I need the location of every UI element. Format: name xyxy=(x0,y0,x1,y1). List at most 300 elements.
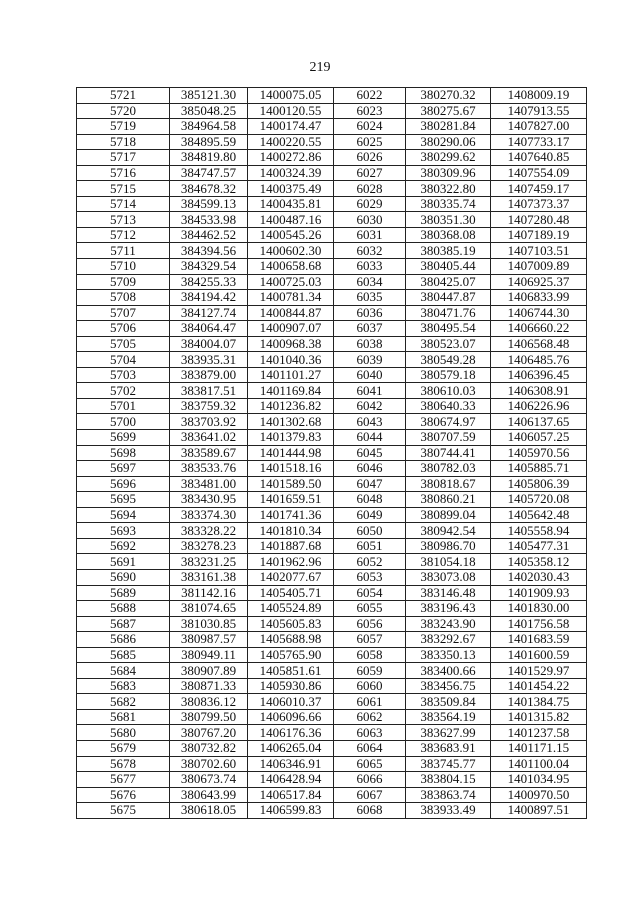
point-id-left: 5677 xyxy=(77,772,170,788)
point-id-right: 6066 xyxy=(334,772,406,788)
y-coordinate-left: 1406346.91 xyxy=(248,756,334,772)
x-coordinate-left: 380643.99 xyxy=(170,787,248,803)
y-coordinate-right: 1407009.89 xyxy=(491,259,587,275)
x-coordinate-right: 380471.76 xyxy=(406,305,491,321)
x-coordinate-right: 383804.15 xyxy=(406,772,491,788)
y-coordinate-left: 1402077.67 xyxy=(248,569,334,585)
x-coordinate-left: 381074.65 xyxy=(170,601,248,617)
x-coordinate-left: 384127.74 xyxy=(170,305,248,321)
x-coordinate-left: 380987.57 xyxy=(170,632,248,648)
x-coordinate-left: 384819.80 xyxy=(170,150,248,166)
x-coordinate-left: 383935.31 xyxy=(170,352,248,368)
x-coordinate-right: 380549.28 xyxy=(406,352,491,368)
y-coordinate-left: 1400545.26 xyxy=(248,227,334,243)
x-coordinate-left: 380767.20 xyxy=(170,725,248,741)
table-row xyxy=(77,694,587,710)
y-coordinate-right: 1401034.95 xyxy=(491,772,587,788)
y-coordinate-right: 1405720.08 xyxy=(491,492,587,508)
y-coordinate-right: 1401683.59 xyxy=(491,632,587,648)
x-coordinate-right: 383400.66 xyxy=(406,663,491,679)
table-row xyxy=(77,321,587,337)
y-coordinate-left: 1406265.04 xyxy=(248,740,334,756)
point-id-right: 6052 xyxy=(334,554,406,570)
point-id-left: 5695 xyxy=(77,492,170,508)
y-coordinate-right: 1407280.48 xyxy=(491,212,587,228)
x-coordinate-right: 380942.54 xyxy=(406,523,491,539)
x-coordinate-right: 380385.19 xyxy=(406,243,491,259)
point-id-right: 6031 xyxy=(334,227,406,243)
point-id-right: 6025 xyxy=(334,134,406,150)
table-row xyxy=(77,740,587,756)
x-coordinate-left: 384394.56 xyxy=(170,243,248,259)
x-coordinate-right: 383683.91 xyxy=(406,740,491,756)
point-id-right: 6030 xyxy=(334,212,406,228)
y-coordinate-right: 1401600.59 xyxy=(491,647,587,663)
point-id-left: 5701 xyxy=(77,398,170,414)
x-coordinate-left: 383430.95 xyxy=(170,492,248,508)
y-coordinate-left: 1401302.68 xyxy=(248,414,334,430)
y-coordinate-left: 1405605.83 xyxy=(248,616,334,632)
y-coordinate-left: 1401741.36 xyxy=(248,507,334,523)
y-coordinate-left: 1400075.05 xyxy=(248,88,334,104)
point-id-left: 5710 xyxy=(77,259,170,275)
y-coordinate-right: 1407640.85 xyxy=(491,150,587,166)
y-coordinate-right: 1407733.17 xyxy=(491,134,587,150)
x-coordinate-left: 380907.89 xyxy=(170,663,248,679)
table-row xyxy=(77,367,587,383)
y-coordinate-left: 1400907.07 xyxy=(248,321,334,337)
point-id-left: 5708 xyxy=(77,290,170,306)
point-id-left: 5694 xyxy=(77,507,170,523)
x-coordinate-right: 380707.59 xyxy=(406,430,491,446)
y-coordinate-left: 1406176.36 xyxy=(248,725,334,741)
point-id-right: 6038 xyxy=(334,336,406,352)
x-coordinate-left: 380799.50 xyxy=(170,709,248,725)
table-row xyxy=(77,647,587,663)
point-id-left: 5707 xyxy=(77,305,170,321)
x-coordinate-right: 380640.33 xyxy=(406,398,491,414)
point-id-right: 6067 xyxy=(334,787,406,803)
x-coordinate-right: 383564.19 xyxy=(406,709,491,725)
table-row xyxy=(77,181,587,197)
table-row xyxy=(77,725,587,741)
point-id-right: 6061 xyxy=(334,694,406,710)
x-coordinate-right: 380818.67 xyxy=(406,476,491,492)
x-coordinate-right: 380290.06 xyxy=(406,134,491,150)
y-coordinate-right: 1400897.51 xyxy=(491,803,587,819)
x-coordinate-left: 384964.58 xyxy=(170,119,248,135)
x-coordinate-right: 380335.74 xyxy=(406,196,491,212)
table-row xyxy=(77,492,587,508)
point-id-right: 6033 xyxy=(334,259,406,275)
y-coordinate-left: 1405524.89 xyxy=(248,601,334,617)
point-id-right: 6042 xyxy=(334,398,406,414)
y-coordinate-right: 1406057.25 xyxy=(491,430,587,446)
point-id-left: 5683 xyxy=(77,678,170,694)
point-id-right: 6023 xyxy=(334,103,406,119)
point-id-left: 5676 xyxy=(77,787,170,803)
point-id-left: 5719 xyxy=(77,119,170,135)
y-coordinate-right: 1401830.00 xyxy=(491,601,587,617)
table-row xyxy=(77,803,587,819)
y-coordinate-right: 1407554.09 xyxy=(491,165,587,181)
x-coordinate-left: 383703.92 xyxy=(170,414,248,430)
point-id-right: 6039 xyxy=(334,352,406,368)
y-coordinate-right: 1401384.75 xyxy=(491,694,587,710)
y-coordinate-right: 1406744.30 xyxy=(491,305,587,321)
point-id-left: 5682 xyxy=(77,694,170,710)
table-row xyxy=(77,196,587,212)
table-row xyxy=(77,134,587,150)
y-coordinate-left: 1406599.83 xyxy=(248,803,334,819)
y-coordinate-left: 1401589.50 xyxy=(248,476,334,492)
table-row xyxy=(77,507,587,523)
y-coordinate-right: 1406308.91 xyxy=(491,383,587,399)
x-coordinate-left: 384064.47 xyxy=(170,321,248,337)
x-coordinate-left: 380871.33 xyxy=(170,678,248,694)
table-row xyxy=(77,352,587,368)
x-coordinate-left: 383759.32 xyxy=(170,398,248,414)
x-coordinate-left: 384194.42 xyxy=(170,290,248,306)
table-row xyxy=(77,150,587,166)
table-row xyxy=(77,709,587,725)
page-number: 219 xyxy=(309,60,331,75)
table-row xyxy=(77,430,587,446)
x-coordinate-right: 380270.32 xyxy=(406,88,491,104)
point-id-left: 5716 xyxy=(77,165,170,181)
point-id-left: 5709 xyxy=(77,274,170,290)
y-coordinate-left: 1400435.81 xyxy=(248,196,334,212)
point-id-left: 5711 xyxy=(77,243,170,259)
x-coordinate-right: 380986.70 xyxy=(406,538,491,554)
x-coordinate-right: 383196.43 xyxy=(406,601,491,617)
table-row xyxy=(77,243,587,259)
point-id-right: 6028 xyxy=(334,181,406,197)
y-coordinate-right: 1408009.19 xyxy=(491,88,587,104)
point-id-right: 6037 xyxy=(334,321,406,337)
y-coordinate-right: 1407373.37 xyxy=(491,196,587,212)
table-row xyxy=(77,601,587,617)
x-coordinate-right: 380281.84 xyxy=(406,119,491,135)
x-coordinate-left: 383161.38 xyxy=(170,569,248,585)
y-coordinate-left: 1400658.68 xyxy=(248,259,334,275)
y-coordinate-left: 1400968.38 xyxy=(248,336,334,352)
y-coordinate-left: 1400220.55 xyxy=(248,134,334,150)
table-row xyxy=(77,336,587,352)
point-id-left: 5702 xyxy=(77,383,170,399)
x-coordinate-right: 383456.75 xyxy=(406,678,491,694)
y-coordinate-left: 1401810.34 xyxy=(248,523,334,539)
y-coordinate-right: 1401171.15 xyxy=(491,740,587,756)
point-id-left: 5680 xyxy=(77,725,170,741)
table-row xyxy=(77,305,587,321)
x-coordinate-left: 384599.13 xyxy=(170,196,248,212)
y-coordinate-left: 1406010.37 xyxy=(248,694,334,710)
y-coordinate-left: 1405765.90 xyxy=(248,647,334,663)
y-coordinate-right: 1401100.04 xyxy=(491,756,587,772)
y-coordinate-left: 1400174.47 xyxy=(248,119,334,135)
y-coordinate-right: 1401315.82 xyxy=(491,709,587,725)
x-coordinate-right: 380782.03 xyxy=(406,461,491,477)
x-coordinate-left: 383374.30 xyxy=(170,507,248,523)
x-coordinate-left: 384533.98 xyxy=(170,212,248,228)
point-id-right: 6050 xyxy=(334,523,406,539)
y-coordinate-right: 1402030.43 xyxy=(491,569,587,585)
x-coordinate-left: 381030.85 xyxy=(170,616,248,632)
x-coordinate-right: 380674.97 xyxy=(406,414,491,430)
point-id-right: 6051 xyxy=(334,538,406,554)
y-coordinate-left: 1400272.86 xyxy=(248,150,334,166)
y-coordinate-right: 1406137.65 xyxy=(491,414,587,430)
x-coordinate-right: 380275.67 xyxy=(406,103,491,119)
y-coordinate-right: 1401237.58 xyxy=(491,725,587,741)
point-id-left: 5699 xyxy=(77,430,170,446)
point-id-right: 6022 xyxy=(334,88,406,104)
point-id-left: 5697 xyxy=(77,461,170,477)
point-id-right: 6063 xyxy=(334,725,406,741)
table-row xyxy=(77,398,587,414)
y-coordinate-right: 1407103.51 xyxy=(491,243,587,259)
point-id-right: 6026 xyxy=(334,150,406,166)
point-id-right: 6049 xyxy=(334,507,406,523)
point-id-left: 5720 xyxy=(77,103,170,119)
x-coordinate-left: 384462.52 xyxy=(170,227,248,243)
point-id-right: 6048 xyxy=(334,492,406,508)
table-row xyxy=(77,569,587,585)
table-row xyxy=(77,523,587,539)
y-coordinate-left: 1401887.68 xyxy=(248,538,334,554)
point-id-right: 6053 xyxy=(334,569,406,585)
x-coordinate-left: 385121.30 xyxy=(170,88,248,104)
table-row xyxy=(77,678,587,694)
y-coordinate-left: 1400602.30 xyxy=(248,243,334,259)
point-id-right: 6058 xyxy=(334,647,406,663)
point-id-left: 5693 xyxy=(77,523,170,539)
point-id-right: 6029 xyxy=(334,196,406,212)
x-coordinate-right: 380351.30 xyxy=(406,212,491,228)
y-coordinate-left: 1401444.98 xyxy=(248,445,334,461)
x-coordinate-left: 384004.07 xyxy=(170,336,248,352)
y-coordinate-right: 1406396.45 xyxy=(491,367,587,383)
x-coordinate-left: 381142.16 xyxy=(170,585,248,601)
x-coordinate-left: 383641.02 xyxy=(170,430,248,446)
y-coordinate-left: 1400781.34 xyxy=(248,290,334,306)
x-coordinate-right: 380495.54 xyxy=(406,321,491,337)
y-coordinate-right: 1406485.76 xyxy=(491,352,587,368)
point-id-left: 5721 xyxy=(77,88,170,104)
y-coordinate-right: 1406226.96 xyxy=(491,398,587,414)
point-id-left: 5712 xyxy=(77,227,170,243)
y-coordinate-right: 1405806.39 xyxy=(491,476,587,492)
x-coordinate-left: 383817.51 xyxy=(170,383,248,399)
x-coordinate-right: 380579.18 xyxy=(406,367,491,383)
table-row xyxy=(77,585,587,601)
y-coordinate-left: 1401169.84 xyxy=(248,383,334,399)
x-coordinate-right: 380309.96 xyxy=(406,165,491,181)
y-coordinate-right: 1407459.17 xyxy=(491,181,587,197)
y-coordinate-right: 1400970.50 xyxy=(491,787,587,803)
point-id-left: 5703 xyxy=(77,367,170,383)
point-id-right: 6057 xyxy=(334,632,406,648)
point-id-right: 6024 xyxy=(334,119,406,135)
y-coordinate-right: 1407189.19 xyxy=(491,227,587,243)
table-row xyxy=(77,414,587,430)
x-coordinate-left: 383533.76 xyxy=(170,461,248,477)
point-id-right: 6045 xyxy=(334,445,406,461)
x-coordinate-left: 383589.67 xyxy=(170,445,248,461)
x-coordinate-left: 380836.12 xyxy=(170,694,248,710)
point-id-right: 6034 xyxy=(334,274,406,290)
table-row xyxy=(77,772,587,788)
point-id-right: 6044 xyxy=(334,430,406,446)
x-coordinate-left: 383879.00 xyxy=(170,367,248,383)
x-coordinate-left: 384895.59 xyxy=(170,134,248,150)
table-row xyxy=(77,616,587,632)
point-id-left: 5717 xyxy=(77,150,170,166)
point-id-left: 5687 xyxy=(77,616,170,632)
y-coordinate-left: 1401040.36 xyxy=(248,352,334,368)
point-id-left: 5696 xyxy=(77,476,170,492)
x-coordinate-right: 380447.87 xyxy=(406,290,491,306)
y-coordinate-right: 1401756.58 xyxy=(491,616,587,632)
point-id-right: 6054 xyxy=(334,585,406,601)
x-coordinate-left: 380702.60 xyxy=(170,756,248,772)
x-coordinate-right: 383933.49 xyxy=(406,803,491,819)
point-id-right: 6064 xyxy=(334,740,406,756)
x-coordinate-left: 380949.11 xyxy=(170,647,248,663)
y-coordinate-right: 1405642.48 xyxy=(491,507,587,523)
x-coordinate-left: 385048.25 xyxy=(170,103,248,119)
point-id-left: 5684 xyxy=(77,663,170,679)
table-row xyxy=(77,787,587,803)
point-id-left: 5681 xyxy=(77,709,170,725)
x-coordinate-right: 383509.84 xyxy=(406,694,491,710)
table-row xyxy=(77,461,587,477)
y-coordinate-left: 1401962.96 xyxy=(248,554,334,570)
point-id-left: 5691 xyxy=(77,554,170,570)
point-id-left: 5706 xyxy=(77,321,170,337)
table-row xyxy=(77,756,587,772)
x-coordinate-right: 380899.04 xyxy=(406,507,491,523)
point-id-right: 6068 xyxy=(334,803,406,819)
x-coordinate-right: 380322.80 xyxy=(406,181,491,197)
point-id-left: 5679 xyxy=(77,740,170,756)
point-id-right: 6036 xyxy=(334,305,406,321)
point-id-left: 5690 xyxy=(77,569,170,585)
y-coordinate-right: 1405358.12 xyxy=(491,554,587,570)
point-id-left: 5688 xyxy=(77,601,170,617)
point-id-right: 6055 xyxy=(334,601,406,617)
x-coordinate-right: 380368.08 xyxy=(406,227,491,243)
x-coordinate-right: 383745.77 xyxy=(406,756,491,772)
point-id-left: 5718 xyxy=(77,134,170,150)
table-row xyxy=(77,476,587,492)
point-id-right: 6047 xyxy=(334,476,406,492)
x-coordinate-right: 380523.07 xyxy=(406,336,491,352)
x-coordinate-right: 380744.41 xyxy=(406,445,491,461)
table-row xyxy=(77,103,587,119)
point-id-right: 6056 xyxy=(334,616,406,632)
x-coordinate-left: 383231.25 xyxy=(170,554,248,570)
y-coordinate-right: 1406925.37 xyxy=(491,274,587,290)
y-coordinate-right: 1405477.31 xyxy=(491,538,587,554)
point-id-right: 6040 xyxy=(334,367,406,383)
x-coordinate-left: 384747.57 xyxy=(170,165,248,181)
y-coordinate-left: 1406517.84 xyxy=(248,787,334,803)
point-id-right: 6035 xyxy=(334,290,406,306)
point-id-right: 6027 xyxy=(334,165,406,181)
x-coordinate-right: 383350.13 xyxy=(406,647,491,663)
table-row xyxy=(77,445,587,461)
x-coordinate-right: 381054.18 xyxy=(406,554,491,570)
point-id-right: 6041 xyxy=(334,383,406,399)
y-coordinate-left: 1400487.16 xyxy=(248,212,334,228)
point-id-left: 5704 xyxy=(77,352,170,368)
x-coordinate-right: 383073.08 xyxy=(406,569,491,585)
x-coordinate-left: 383481.00 xyxy=(170,476,248,492)
y-coordinate-right: 1405558.94 xyxy=(491,523,587,539)
y-coordinate-right: 1401909.93 xyxy=(491,585,587,601)
x-coordinate-left: 384329.54 xyxy=(170,259,248,275)
table-row xyxy=(77,538,587,554)
y-coordinate-right: 1406568.48 xyxy=(491,336,587,352)
x-coordinate-right: 383243.90 xyxy=(406,616,491,632)
point-id-left: 5686 xyxy=(77,632,170,648)
table-row xyxy=(77,632,587,648)
coordinates-table-body xyxy=(77,88,587,819)
y-coordinate-right: 1407913.55 xyxy=(491,103,587,119)
point-id-left: 5700 xyxy=(77,414,170,430)
table-row xyxy=(77,165,587,181)
x-coordinate-right: 380425.07 xyxy=(406,274,491,290)
x-coordinate-left: 384255.33 xyxy=(170,274,248,290)
y-coordinate-left: 1405930.86 xyxy=(248,678,334,694)
x-coordinate-right: 380860.21 xyxy=(406,492,491,508)
y-coordinate-right: 1405970.56 xyxy=(491,445,587,461)
x-coordinate-right: 383627.99 xyxy=(406,725,491,741)
y-coordinate-left: 1401518.16 xyxy=(248,461,334,477)
x-coordinate-right: 383146.48 xyxy=(406,585,491,601)
x-coordinate-left: 383328.22 xyxy=(170,523,248,539)
y-coordinate-left: 1400120.55 xyxy=(248,103,334,119)
y-coordinate-right: 1406660.22 xyxy=(491,321,587,337)
point-id-right: 6046 xyxy=(334,461,406,477)
x-coordinate-right: 383292.67 xyxy=(406,632,491,648)
x-coordinate-right: 383863.74 xyxy=(406,787,491,803)
x-coordinate-right: 380610.03 xyxy=(406,383,491,399)
y-coordinate-right: 1401454.22 xyxy=(491,678,587,694)
point-id-left: 5714 xyxy=(77,196,170,212)
table-row xyxy=(77,119,587,135)
y-coordinate-left: 1405405.71 xyxy=(248,585,334,601)
x-coordinate-right: 380405.44 xyxy=(406,259,491,275)
point-id-right: 6060 xyxy=(334,678,406,694)
y-coordinate-left: 1401379.83 xyxy=(248,430,334,446)
y-coordinate-right: 1401529.97 xyxy=(491,663,587,679)
y-coordinate-left: 1400844.87 xyxy=(248,305,334,321)
table-row xyxy=(77,554,587,570)
table-row xyxy=(77,88,587,104)
y-coordinate-left: 1405851.61 xyxy=(248,663,334,679)
y-coordinate-left: 1406096.66 xyxy=(248,709,334,725)
x-coordinate-right: 380299.62 xyxy=(406,150,491,166)
y-coordinate-left: 1401101.27 xyxy=(248,367,334,383)
point-id-left: 5689 xyxy=(77,585,170,601)
y-coordinate-left: 1401236.82 xyxy=(248,398,334,414)
point-id-right: 6065 xyxy=(334,756,406,772)
table-row xyxy=(77,212,587,228)
point-id-left: 5685 xyxy=(77,647,170,663)
